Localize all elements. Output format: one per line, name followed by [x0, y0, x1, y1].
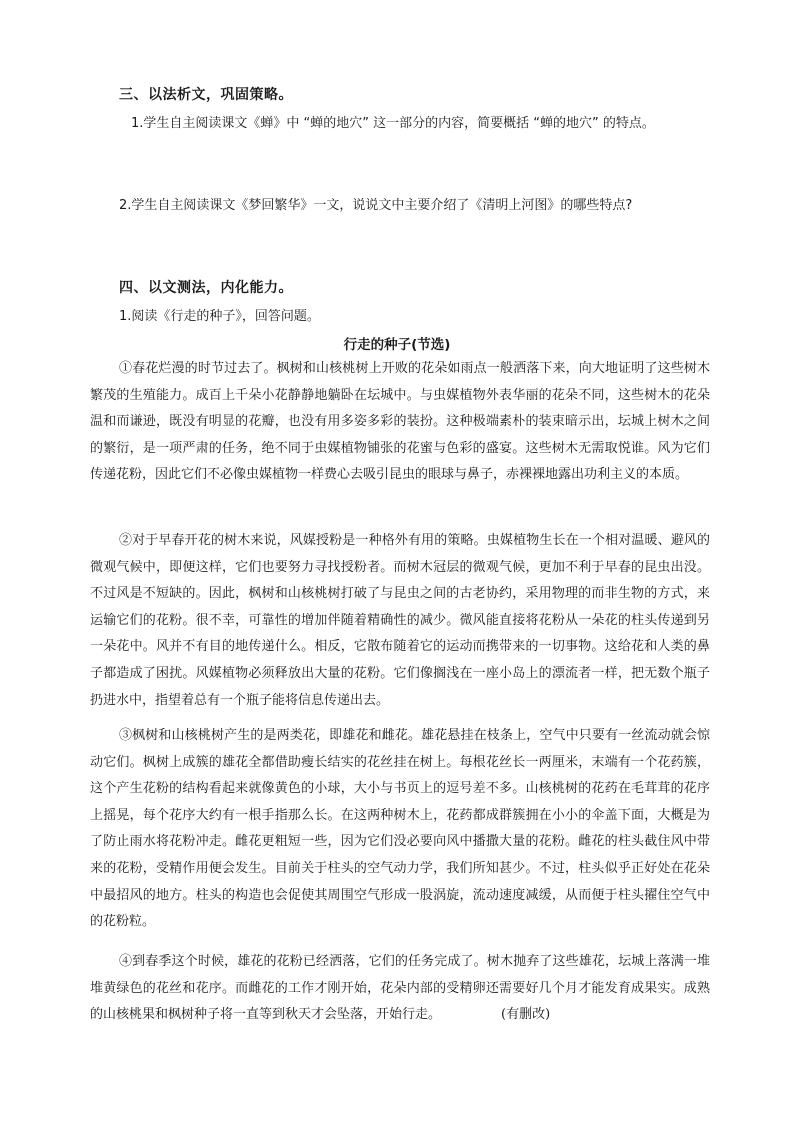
passage-paragraph-4-text: ④到春季这个时候，雄花的花粉已经洒落，它们的任务完成了。树木抛弃了这些雄花，坛城上落满一堆堆黄绿色的花丝和花序。而雌花的工作才刚开始，花朵内部的受精卵还需要好几个月才能发育成果实。成熟的山核桃果和枫树种子将一直等到秋天才会坠落，开始行走。: [90, 954, 710, 1023]
section4-question-1: 1.阅读《行走的种子》，回答问题。: [119, 309, 320, 324]
passage-paragraph-2: ②对于早春开花的树木来说，风媒授粉是一种格外有用的策略。虫媒植物生长在一个相对温暖、避风的微观气候中，即便这样，它们也要努力寻找授粉者。而树木冠层的微观气候，更加不利于早春的昆虫出没。不过风是不短缺的。因此，枫树和山核桃树打破了与昆虫之间的古老协约，采用物理的而非生物的方式，来运输它们的花粉。很不幸，可靠性的增加伴随着精确性的减少。微风能直接将花粉从一朵花的柱头传递到另一朵花中。风并不有目的地传递什么。相反，它散布随着它的运动而携带来的一切事物。这给花和人类的鼻子都造成了困扰。风媒植物必须释放出大量的花粉。它们像搁浅在一座小岛上的漂流者一样，把无数个瓶子扔进水中，指望着总有一个瓶子能将信息传递出去。: [90, 533, 710, 708]
section3-question-1: 1.学生自主阅读课文《蝉》中 “蝉的地穴” 这一部分的内容，简要概括 “蝉的地穴” 的特点。: [131, 116, 655, 131]
source-note: (有删改): [501, 1007, 551, 1023]
section3-question-2: 2.学生自主阅读课文《梦回繁华》一文，说说文中主要介绍了《清明上河图》的哪些特点?: [119, 198, 633, 213]
section4-heading: 四、以文测法，内化能力。: [119, 280, 293, 296]
passage-paragraph-4: [90, 949, 710, 1029]
passage-paragraph-3: ③枫树和山核桃树产生的是两类花，即雄花和雌花。雄花悬挂在枝条上，空气中只要有一丝流动就会惊动它们。枫树上成簇的雄花全都借助瘦长结实的花丝挂在树上。每根花丝长一两厘米，末端有一个花药簇，这个产生花粉的结构看起来就像黄色的小球，大小与书页上的逗号差不多。山核桃树的花药在毛茸茸的花序上摇晃，每个花序大约有一根手指那么长。在这两种树木上，花药都成群簇拥在小小的伞盖下面，大概是为了防止雨水将花粉冲走。雌花更粗短一些，因为它们没必要向风中播撒大量的花粉。雌花的柱头截住风中带来的花粉，受精作用便会发生。目前关于柱头的空气动力学，我们所知甚少。不过，柱头似乎正好处在花朵中最招风的地方。柱头的构造也会促使其周围空气形成一股涡旋，流动速度减缓，从而便于柱头擢住空气中的花粉粒。: [90, 728, 710, 930]
passage-title: 行走的种子(节选): [343, 337, 451, 353]
passage-paragraph-1: ①春花烂漫的时节过去了。枫树和山核桃树上开败的花朵如雨点一般洒落下来，向大地证明了这些树木繁茂的生殖能力。成百上千朵小花静静地躺卧在坛城中。与虫媒植物外表华丽的花朵不同，这些树木的花朵温和而谦逊，既没有明显的花瓣，也没有用多姿多彩的装扮。这种极端素朴的装束暗示出，坛城上树木之间的繁衍，是一项严肃的任务，绝不同于虫媒植物铺张的花蜜与色彩的盛宴。这些树木无需取悦谁。风为它们传递花粉，因此它们不必像虫媒植物一样费心去吸引昆虫的眼球与鼻子，赤裸裸地露出功利主义的本质。: [90, 361, 710, 483]
section3-heading: 三、以法析文，巩固策略。: [119, 87, 293, 103]
